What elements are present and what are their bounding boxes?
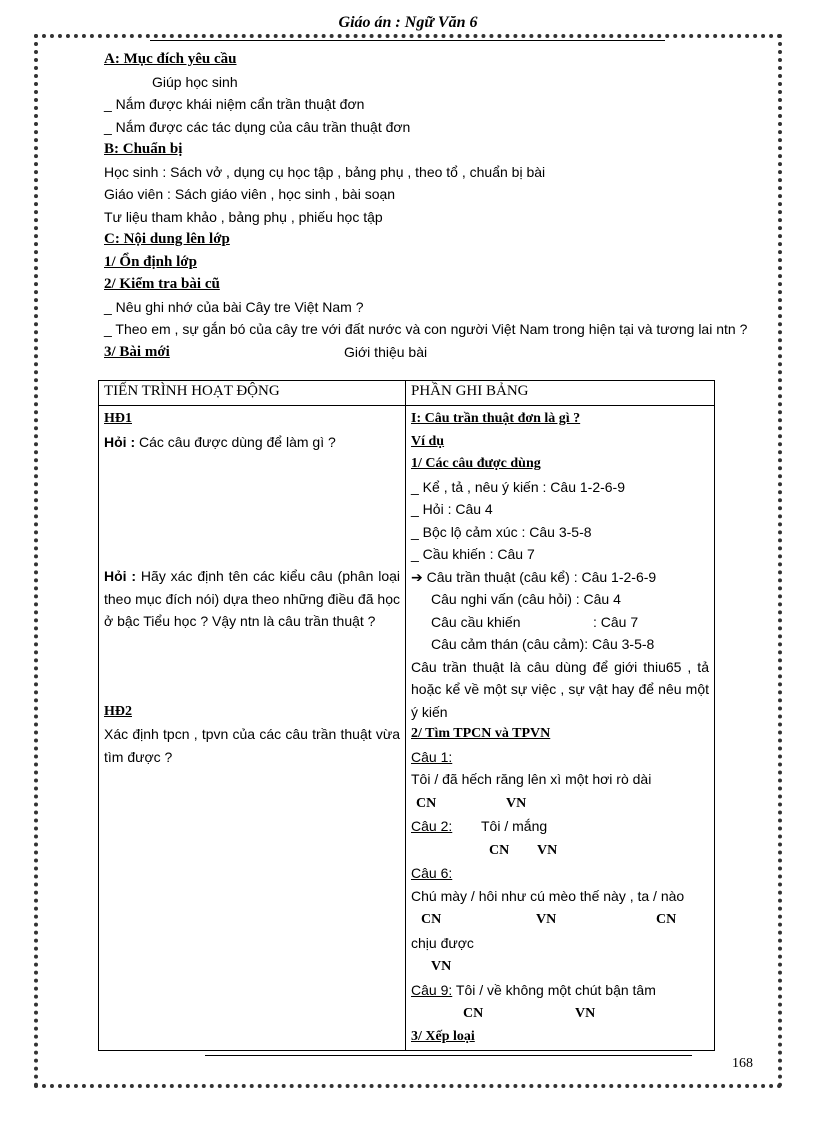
col-activities-header: TIẾN TRÌNH HOẠT ĐỘNG xyxy=(99,381,406,406)
section-c-title: C: Nội dung lên lớp xyxy=(104,231,230,247)
review-question-2: _ Theo em , sự gắn bó của cây tre với đất nước và con người Việt Nam trong hiện tại và tương lai ntn ? xyxy=(104,321,748,337)
spacer xyxy=(104,453,400,565)
section-b-line: Học sinh : Sách vở , dụng cụ học tập , bảng phụ , theo tổ , chuẩn bị bài xyxy=(104,163,546,180)
board-line: Câu nghi vấn (câu hỏi) : Câu 4 xyxy=(431,591,621,607)
sentence-2-parts: CN VN xyxy=(489,842,558,858)
hd2-task: Xác định tpcn , tpvn của các câu trần thuật vừa tìm được ? xyxy=(104,726,400,765)
board-heading-1: I: Câu trần thuật đơn là gì ? xyxy=(411,411,581,426)
new-lesson-row xyxy=(104,341,764,364)
section-b-line: Tư liệu tham khảo , bảng phụ , phiếu học tập xyxy=(104,208,383,225)
section-a-line: _ Nắm được các tác dụng của câu trần thuật đơn xyxy=(104,118,411,135)
subsection-2: 2/ Kiểm tra bài cũ xyxy=(104,276,220,292)
subsection-3: 3/ Bài mới xyxy=(104,343,170,360)
sentence-6-text-cont: chịu được xyxy=(411,934,474,951)
lesson-content xyxy=(104,48,764,363)
sentence-9-parts: CN VN xyxy=(463,1006,596,1021)
board-heading-classify: 3/ Xếp loại xyxy=(411,1028,475,1044)
board-line: _ Cầu khiến : Câu 7 xyxy=(411,546,535,562)
subsection-1: 1/ Ổn định lớp xyxy=(104,253,197,270)
header-rule xyxy=(150,40,665,41)
board-line: _ Kể , tả , nêu ý kiến : Câu 1-2-6-9 xyxy=(411,478,626,495)
question-1: Hỏi : Các câu được dùng để làm gì ? xyxy=(104,433,336,450)
sentence-2-row: Câu 2: Tôi / mắng xyxy=(411,818,548,834)
arrow-right-icon: ➔ xyxy=(411,568,423,585)
board-heading-find: 2/ Tìm TPCN và TPVN xyxy=(411,726,551,741)
section-b-title: B: Chuẩn bị xyxy=(104,141,183,157)
board-cell xyxy=(406,406,715,1051)
sentence-1-text: Tôi / đã hếch răng lên xì một hơi rò dài xyxy=(411,771,652,787)
section-a-line: Giúp học sinh xyxy=(152,73,238,90)
review-question-1: _ Nêu ghi nhớ của bài Cây tre Việt Nam ? xyxy=(104,298,364,315)
lesson-plan-table xyxy=(98,380,715,1051)
board-line: Câu cảm thán (câu cảm): Câu 3-5-8 xyxy=(431,636,655,652)
board-line: _ Hỏi : Câu 4 xyxy=(411,501,493,517)
sentence-6-label: Câu 6: xyxy=(411,865,453,881)
lesson-intro: Giới thiệu bài xyxy=(344,343,428,360)
board-line: ➔ Câu trần thuật (câu kể) : Câu 1-2-6-9 xyxy=(411,568,657,585)
col-board-header: PHẦN GHI BẢNG xyxy=(406,381,715,406)
page-header-title: Giáo án : Ngữ Văn 6 xyxy=(338,14,478,31)
footer-rule xyxy=(205,1055,692,1056)
page-number: 168 xyxy=(732,1056,753,1071)
table-header-row xyxy=(99,381,715,406)
sentence-1-parts: CN VN xyxy=(416,795,527,811)
table-body-row xyxy=(99,406,715,1051)
section-a-title: A: Mục đích yêu cầu xyxy=(104,51,237,67)
hd2-label: HĐ2 xyxy=(104,703,132,719)
sentence-9-row: Câu 9: Tôi / về không một chút bận tâm xyxy=(411,981,656,998)
sentence-6-parts: CN VN CN xyxy=(421,912,677,927)
board-line: Câu cầu khiến : Câu 7 xyxy=(431,613,639,630)
section-b-line: Giáo viên : Sách giáo viên , học sinh , bài soạn xyxy=(104,186,396,202)
question-2: Hỏi : Hãy xác định tên các kiểu câu (phân loại theo mục đích nói) dựa theo những điều đã học ở bậc Tiểu học ? Vậy ntn là câu trần thuật ? xyxy=(104,568,401,629)
board-heading-uses: 1/ Các câu được dùng xyxy=(411,456,541,471)
activities-cell xyxy=(99,406,406,1051)
section-a-line: _ Nắm được khái niệm cẩn trần thuật đơn xyxy=(104,96,365,112)
sentence-1-label: Câu 1: xyxy=(411,748,453,765)
sentence-6-parts-2: VN xyxy=(431,959,452,974)
spacer xyxy=(104,633,400,701)
sentence-6-text: Chú mày / hôi như cú mèo thế này , ta / nào xyxy=(411,887,685,904)
board-definition: Câu trần thuật là câu dùng để giới thiu65 , tả hoặc kể về một sự việc , sự vật hay để nêu một ý kiến xyxy=(411,658,709,720)
board-example-label: Ví dụ xyxy=(411,433,445,449)
hd1-label: HĐ1 xyxy=(104,411,132,426)
board-line: _ Bộc lộ cảm xúc : Câu 3-5-8 xyxy=(411,523,592,540)
